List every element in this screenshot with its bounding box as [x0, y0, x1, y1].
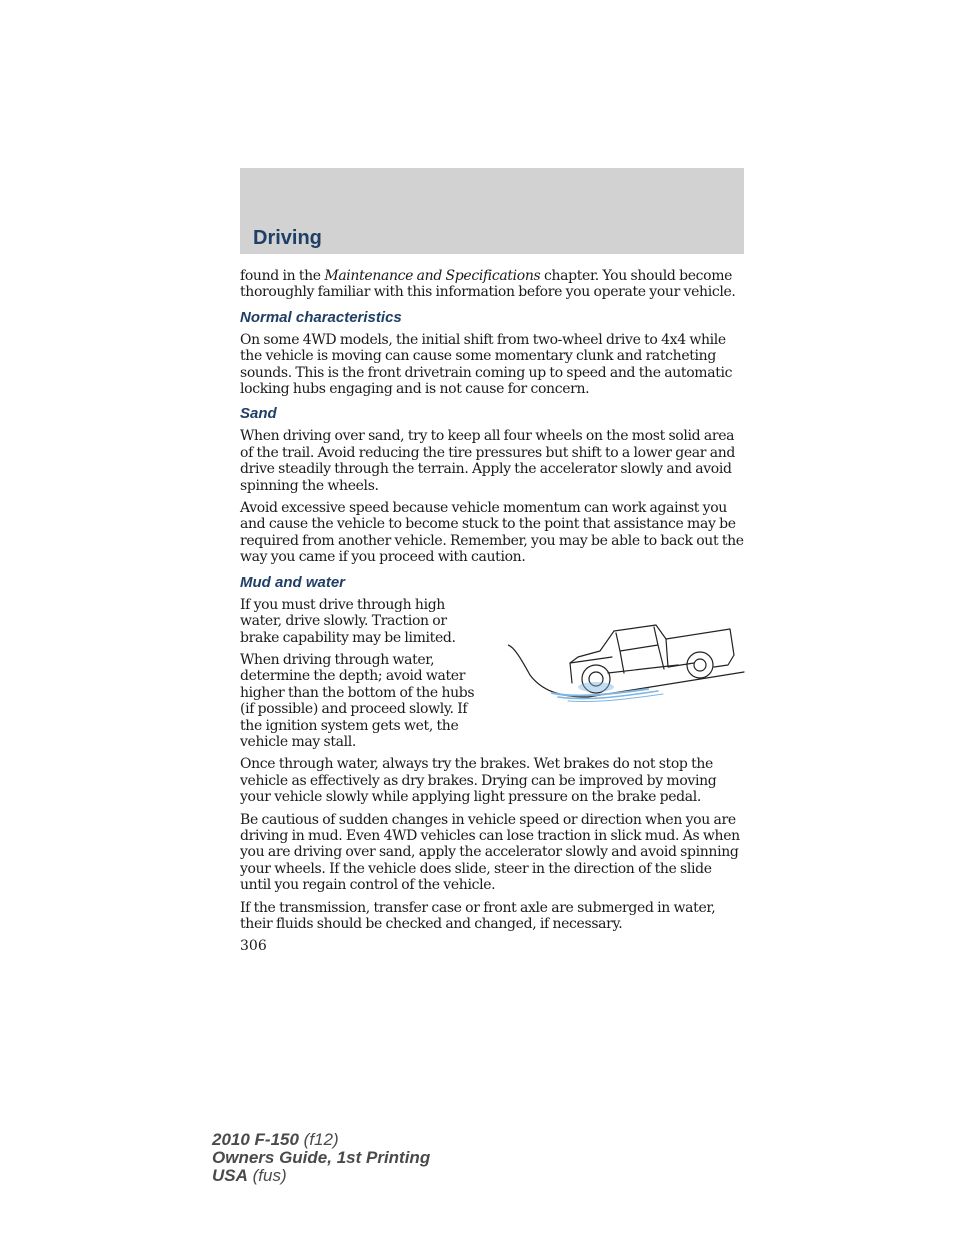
heading-sand: Sand — [240, 405, 277, 423]
footer-line-3 — [212, 1167, 430, 1185]
footer-model-code: (f12) — [298, 1130, 339, 1149]
intro-italic-reference: Maintenance and Specifications — [324, 268, 541, 284]
footer-market: USA — [212, 1166, 248, 1185]
mud-paragraph-5: If the transmission, transfer case or front axle are submerged in water, their fluids should be checked and changed, if necessary. — [240, 899, 716, 932]
mud-paragraph-4: Be cautious of sudden changes in vehicle speed or direction when you are driving in mud. Even 4WD vehicles can lose traction in slick mud. As when you are driving over sand, apply the accelerator slowly and avoid spinning your wheels. If the vehicle does slide, steer in the direction of the slide until you regain control of the vehicle. — [240, 811, 740, 894]
mud-section-with-figure — [240, 597, 746, 751]
mud-paragraph-3: Once through water, always try the brakes. Wet brakes do not stop the vehicle as effectively as dry brakes. Drying can be improved by moving your vehicle slowly while applying light pressure on the brake pedal. — [240, 756, 717, 806]
footer-market-code: (fus) — [247, 1166, 287, 1185]
mud-paragraph-1: If you must drive through high water, drive slowly. Traction or brake capability may be limited. — [240, 596, 456, 646]
normal-paragraph-1: On some 4WD models, the initial shift from two-wheel drive to 4x4 while the vehicle is moving can cause some momentary clunk and ratcheting sounds. This is the front drivetrain coming up to speed and the automatic locking hubs engaging and is not cause for concern. — [240, 331, 733, 398]
sand-paragraph-2: Avoid excessive speed because vehicle momentum can work against you and cause the vehicle to become stuck to the point that assistance may be required from another vehicle. Remember, you may be able to back out the way you came if you proceed with caution. — [240, 500, 744, 566]
footer-line-2: Owners Guide, 1st Printing — [212, 1148, 431, 1167]
footer-model: 2010 F-150 — [212, 1130, 299, 1149]
chapter-header-band — [240, 168, 744, 254]
heading-normal-characteristics: Normal characteristics — [240, 308, 402, 326]
heading-mud-and-water: Mud and water — [240, 573, 346, 591]
chapter-title: Driving — [253, 227, 322, 249]
truck-in-water-illustration — [508, 617, 746, 727]
intro-text-after: chapter. You should become thoroughly familiar with this information before you operate your vehicle. — [240, 268, 736, 301]
page-content — [240, 268, 746, 954]
footer-imprint — [212, 1131, 430, 1185]
page-number: 306 — [240, 938, 267, 955]
mud-paragraph-2: When driving through water, determine the depth; avoid water higher than the bottom of the hubs (if possible) and proceed slowly. If the ignition system gets wet, the vehicle may stall. — [240, 651, 475, 750]
intro-paragraph — [240, 268, 746, 301]
intro-text-before: found in the — [240, 268, 325, 284]
footer-line-1 — [212, 1131, 430, 1149]
mud-narrow-column — [240, 597, 480, 751]
sand-paragraph-1: When driving over sand, try to keep all four wheels on the most solid area of the trail. Avoid reducing the tire pressures but shift to a lower gear and drive steadily through the terrain. Apply the accelerator slowly and avoid spinning the wheels. — [240, 428, 736, 494]
